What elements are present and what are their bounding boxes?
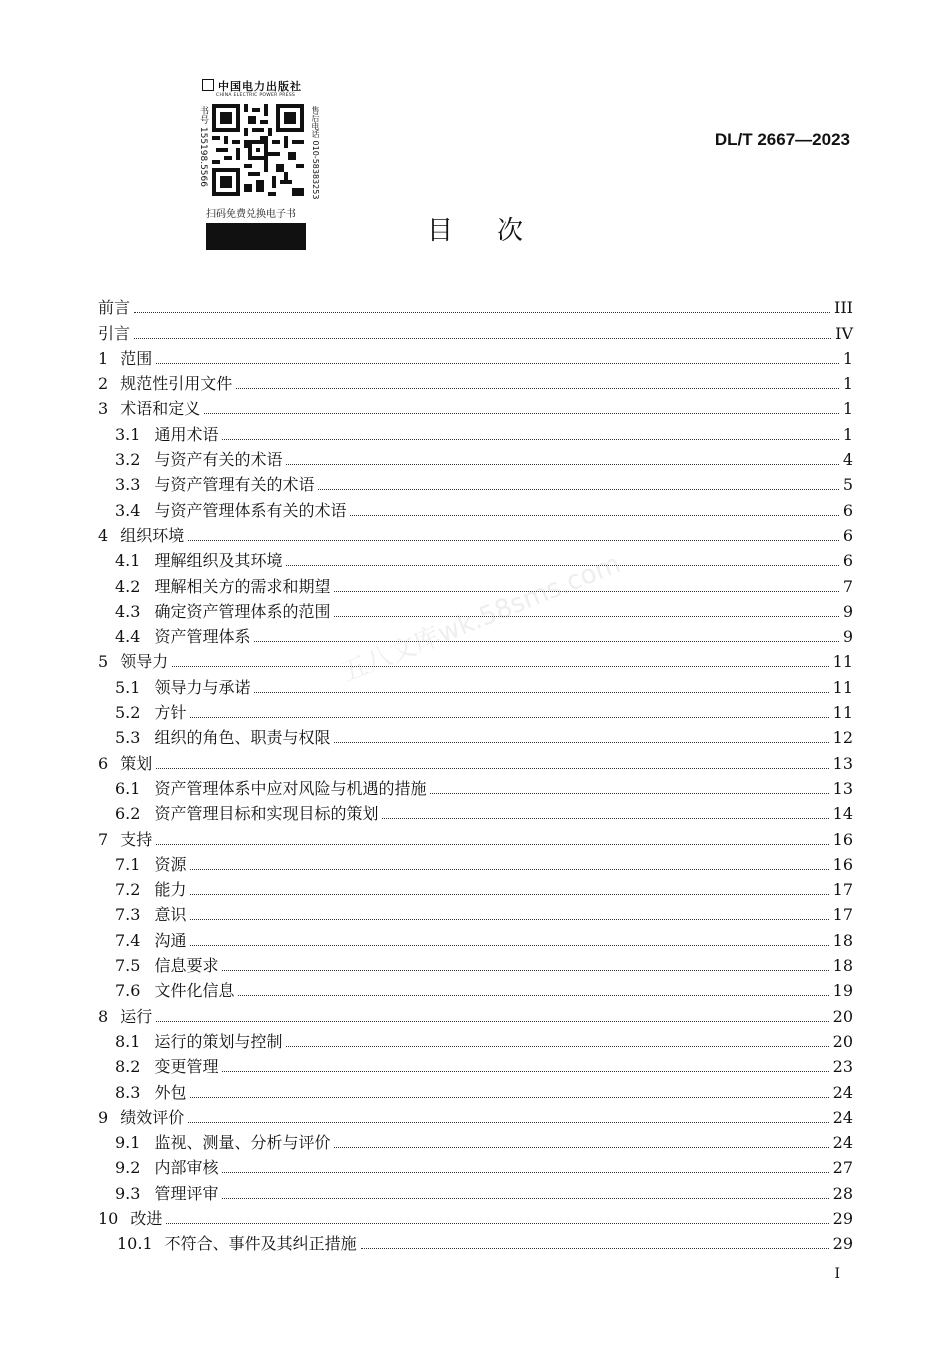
toc-leader-dots — [156, 1021, 828, 1022]
toc-entry-number: 3.1 — [115, 424, 141, 444]
toc-entry-page: 18 — [832, 930, 853, 950]
watermark: 五八文库wk.58sms.com — [337, 548, 625, 689]
toc-entry-number: 3.2 — [115, 450, 141, 470]
toc-entry-title: 意识 — [154, 905, 187, 925]
toc-entry-number: 5 — [98, 652, 109, 672]
toc-leader-dots — [188, 1122, 828, 1123]
toc-entry-title: 文件化信息 — [154, 981, 235, 1001]
toc-leader-dots — [134, 338, 831, 339]
toc-entry-title: 不符合、事件及其纠正措施 — [164, 1234, 357, 1254]
toc-leader-dots — [236, 388, 839, 389]
toc-entry-title: 与资产有关的术语 — [154, 450, 283, 470]
toc-entry-title: 与资产管理体系有关的术语 — [154, 500, 347, 520]
toc-entry[interactable] — [98, 646, 853, 671]
toc-leader-dots — [334, 742, 828, 743]
toc-leader-dots — [334, 616, 838, 617]
toc-entry-title: 资源 — [154, 854, 187, 874]
toc-leader-dots — [190, 717, 828, 718]
toc-entry-number: 3.4 — [115, 500, 141, 520]
toc-entry[interactable] — [98, 874, 853, 899]
toc-leader-dots — [430, 793, 828, 794]
page-title: 目次 — [426, 216, 567, 246]
toc-leader-dots — [286, 464, 838, 465]
toc-entry-page: 9 — [842, 627, 853, 647]
toc-entry-number: 5.1 — [115, 677, 141, 697]
toc-entry-number: 8.3 — [115, 1082, 141, 1102]
toc-entry[interactable] — [98, 418, 853, 443]
toc-entry-number: 7.6 — [115, 981, 141, 1001]
toc-entry-title: 术语和定义 — [120, 399, 201, 419]
toc-entry[interactable] — [98, 671, 853, 696]
toc-entry-title: 范围 — [120, 348, 153, 368]
toc-entry-number: 4.1 — [115, 551, 141, 571]
toc-entry[interactable] — [98, 747, 853, 772]
toc-entry-number: 8.1 — [115, 1031, 141, 1051]
toc-entry-title: 沟通 — [154, 930, 187, 950]
toc-entry-number: 4.2 — [115, 576, 141, 596]
toc-entry-page: 11 — [832, 703, 853, 723]
toc-leader-dots — [134, 312, 830, 313]
toc-entry[interactable] — [98, 1026, 853, 1051]
toc-entry-number: 7.1 — [115, 854, 141, 874]
toc-entry[interactable] — [98, 520, 853, 545]
toc-entry[interactable] — [98, 697, 853, 722]
toc-entry-page: 28 — [832, 1183, 853, 1203]
toc-entry-page: 17 — [832, 880, 853, 900]
toc-entry-number: 6.1 — [115, 778, 141, 798]
toc-entry-number: 7.3 — [115, 905, 141, 925]
toc-entry-title: 支持 — [120, 829, 153, 849]
toc-entry-title: 监视、测量、分析与评价 — [154, 1133, 331, 1153]
toc-entry-number: 10.1 — [117, 1234, 153, 1254]
toc-leader-dots — [350, 515, 838, 516]
toc-entry-page: 6 — [842, 525, 853, 545]
toc-entry[interactable] — [98, 849, 853, 874]
toc-entry-title: 理解相关方的需求和期望 — [154, 576, 331, 596]
toc-entry-page: 6 — [842, 551, 853, 571]
toc-entry-title: 确定资产管理体系的范围 — [154, 601, 331, 621]
toc-leader-dots — [190, 1097, 828, 1098]
toc-entry[interactable] — [98, 317, 853, 342]
toc-entry-number: 10 — [98, 1208, 119, 1228]
toc-entry[interactable] — [98, 950, 853, 975]
toc-entry-number: 1 — [98, 348, 109, 368]
toc-entry[interactable] — [98, 469, 853, 494]
toc-entry-number: 2 — [98, 374, 109, 394]
toc-entry-title: 能力 — [154, 880, 187, 900]
toc-entry-number: 7.4 — [115, 930, 141, 950]
toc-entry-number: 5.2 — [115, 703, 141, 723]
publisher-name — [202, 78, 322, 94]
toc-entry[interactable] — [98, 1076, 853, 1101]
toc-leader-dots — [222, 970, 828, 971]
toc-entry[interactable] — [98, 570, 853, 595]
toc-entry[interactable] — [98, 1203, 853, 1228]
toc-entry[interactable] — [98, 545, 853, 570]
toc-entry-page: 16 — [832, 829, 853, 849]
toc-entry[interactable] — [98, 823, 853, 848]
toc-entry-title: 领导力 — [120, 652, 169, 672]
toc-entry[interactable] — [98, 773, 853, 798]
toc-entry-title: 运行的策划与控制 — [154, 1031, 283, 1051]
toc-entry-page: 20 — [832, 1031, 853, 1051]
table-of-contents — [98, 292, 853, 1253]
toc-entry-number: 4.4 — [115, 627, 141, 647]
toc-entry-page: IV — [835, 323, 853, 343]
toc-entry-title: 方针 — [154, 703, 187, 723]
toc-leader-dots — [318, 489, 838, 490]
toc-leader-dots — [361, 1248, 829, 1249]
toc-leader-dots — [172, 666, 828, 667]
toc-entry-number: 8 — [98, 1006, 109, 1026]
toc-leader-dots — [222, 1198, 828, 1199]
toc-entry-page: 24 — [832, 1133, 853, 1153]
service-phone: 售后电话 010-58383253 — [311, 106, 320, 200]
toc-entry-title: 变更管理 — [154, 1057, 219, 1077]
toc-entry-page: 1 — [842, 399, 853, 419]
toc-entry-number: 7.2 — [115, 880, 141, 900]
toc-entry[interactable] — [98, 1228, 853, 1253]
toc-leader-dots — [156, 844, 828, 845]
toc-leader-dots — [254, 641, 838, 642]
toc-entry-page: 11 — [832, 677, 853, 697]
toc-entry-page: 7 — [842, 576, 853, 596]
toc-entry-page: 4 — [842, 450, 853, 470]
toc-leader-dots — [156, 363, 839, 364]
toc-entry-title: 信息要求 — [154, 956, 219, 976]
toc-entry-number: 4 — [98, 525, 109, 545]
toc-entry-number: 7.5 — [115, 956, 141, 976]
toc-entry-number: 6 — [98, 753, 109, 773]
toc-entry-title: 绩效评价 — [120, 1107, 185, 1127]
toc-entry-title: 与资产管理有关的术语 — [154, 475, 315, 495]
toc-entry-title: 规范性引用文件 — [120, 374, 233, 394]
toc-leader-dots — [166, 1223, 828, 1224]
toc-leader-dots — [190, 945, 828, 946]
toc-entry-title: 引言 — [98, 323, 131, 343]
toc-entry[interactable] — [98, 368, 853, 393]
scan-caption: 扫码免费兑换电子书 — [206, 209, 296, 220]
toc-entry-title: 管理评审 — [154, 1183, 219, 1203]
toc-entry-title: 理解组织及其环境 — [154, 551, 283, 571]
toc-entry-page: 11 — [832, 652, 853, 672]
toc-leader-dots — [190, 919, 828, 920]
toc-entry-page: 18 — [832, 956, 853, 976]
toc-entry[interactable] — [98, 292, 853, 317]
toc-entry[interactable] — [98, 494, 853, 519]
toc-entry-title: 资产管理目标和实现目标的策划 — [154, 804, 379, 824]
toc-entry-page: 13 — [832, 753, 853, 773]
toc-entry[interactable] — [98, 975, 853, 1000]
toc-entry[interactable] — [98, 1152, 853, 1177]
toc-entry-page: 17 — [832, 905, 853, 925]
toc-entry-page: 16 — [832, 854, 853, 874]
toc-entry-title: 内部审核 — [154, 1158, 219, 1178]
toc-entry-page: 9 — [842, 601, 853, 621]
toc-entry-title: 组织的角色、职责与权限 — [154, 728, 331, 748]
toc-leader-dots — [190, 869, 828, 870]
toc-entry-page: 29 — [832, 1234, 853, 1254]
toc-leader-dots — [188, 540, 839, 541]
publisher-name-en: CHINA ELECTRIC POWER PRESS — [216, 93, 296, 98]
toc-entry-title: 资产管理体系 — [154, 627, 251, 647]
toc-entry-title: 外包 — [154, 1082, 187, 1102]
toc-entry[interactable] — [98, 722, 853, 747]
toc-entry-title: 运行 — [120, 1006, 153, 1026]
toc-entry-page: 20 — [832, 1006, 853, 1026]
toc-entry-number: 6.2 — [115, 804, 141, 824]
toc-leader-dots — [238, 995, 828, 996]
page-number: I — [834, 1266, 840, 1282]
toc-entry-page: 12 — [832, 728, 853, 748]
toc-entry-page: 24 — [832, 1082, 853, 1102]
toc-entry-number: 4.3 — [115, 601, 141, 621]
toc-entry[interactable] — [98, 1177, 853, 1202]
toc-entry-page: 23 — [832, 1057, 853, 1077]
toc-leader-dots — [222, 439, 838, 440]
standard-number: DL/T 2667—2023 — [714, 130, 850, 149]
toc-leader-dots — [286, 1046, 828, 1047]
toc-entry-page: 19 — [832, 981, 853, 1001]
toc-entry[interactable] — [98, 1127, 853, 1152]
toc-entry-page: 1 — [842, 374, 853, 394]
toc-entry-number: 8.2 — [115, 1057, 141, 1077]
toc-entry-number: 9.1 — [115, 1133, 141, 1153]
book-number: 书号 155198.5566 — [198, 106, 208, 187]
publisher-logo-icon — [202, 79, 214, 91]
toc-leader-dots — [190, 894, 828, 895]
toc-entry-title: 组织环境 — [120, 525, 185, 545]
toc-entry-title: 领导力与承诺 — [154, 677, 251, 697]
toc-entry[interactable] — [98, 924, 853, 949]
toc-entry-page: 24 — [832, 1107, 853, 1127]
qr-code-icon[interactable] — [212, 104, 304, 196]
toc-entry-number: 3 — [98, 399, 109, 419]
publisher-name-text: 中国电力出版社 — [218, 80, 302, 93]
toc-entry-page: III — [834, 298, 853, 318]
toc-entry-title: 策划 — [120, 753, 153, 773]
toc-entry[interactable] — [98, 798, 853, 823]
toc-entry-page: 13 — [832, 778, 853, 798]
toc-entry-number: 3.3 — [115, 475, 141, 495]
toc-entry-page: 27 — [832, 1158, 853, 1178]
toc-leader-dots — [222, 1071, 828, 1072]
toc-entry[interactable] — [98, 899, 853, 924]
toc-leader-dots — [204, 413, 839, 414]
toc-entry-title: 资产管理体系中应对风险与机遇的措施 — [154, 778, 427, 798]
toc-entry-page: 5 — [842, 475, 853, 495]
toc-entry-number: 9.3 — [115, 1183, 141, 1203]
toc-leader-dots — [334, 1147, 828, 1148]
toc-entry-page: 6 — [842, 500, 853, 520]
toc-entry-title: 改进 — [130, 1208, 163, 1228]
toc-leader-dots — [222, 1172, 828, 1173]
toc-entry-title: 通用术语 — [154, 424, 219, 444]
toc-leader-dots — [156, 768, 828, 769]
toc-leader-dots — [382, 818, 828, 819]
toc-leader-dots — [254, 692, 828, 693]
toc-entry-page: 29 — [832, 1208, 853, 1228]
toc-entry-number: 7 — [98, 829, 109, 849]
toc-entry[interactable] — [98, 1000, 853, 1025]
toc-entry-page: 14 — [832, 804, 853, 824]
toc-entry[interactable] — [98, 343, 853, 368]
toc-entry-title: 前言 — [98, 298, 131, 318]
toc-entry[interactable] — [98, 1102, 853, 1127]
toc-entry[interactable] — [98, 444, 853, 469]
toc-entry[interactable] — [98, 393, 853, 418]
toc-entry-number: 9.2 — [115, 1158, 141, 1178]
toc-entry[interactable] — [98, 1051, 853, 1076]
toc-entry-page: 1 — [842, 424, 853, 444]
toc-entry-number: 9 — [98, 1107, 109, 1127]
toc-entry-page: 1 — [842, 348, 853, 368]
toc-entry-number: 5.3 — [115, 728, 141, 748]
